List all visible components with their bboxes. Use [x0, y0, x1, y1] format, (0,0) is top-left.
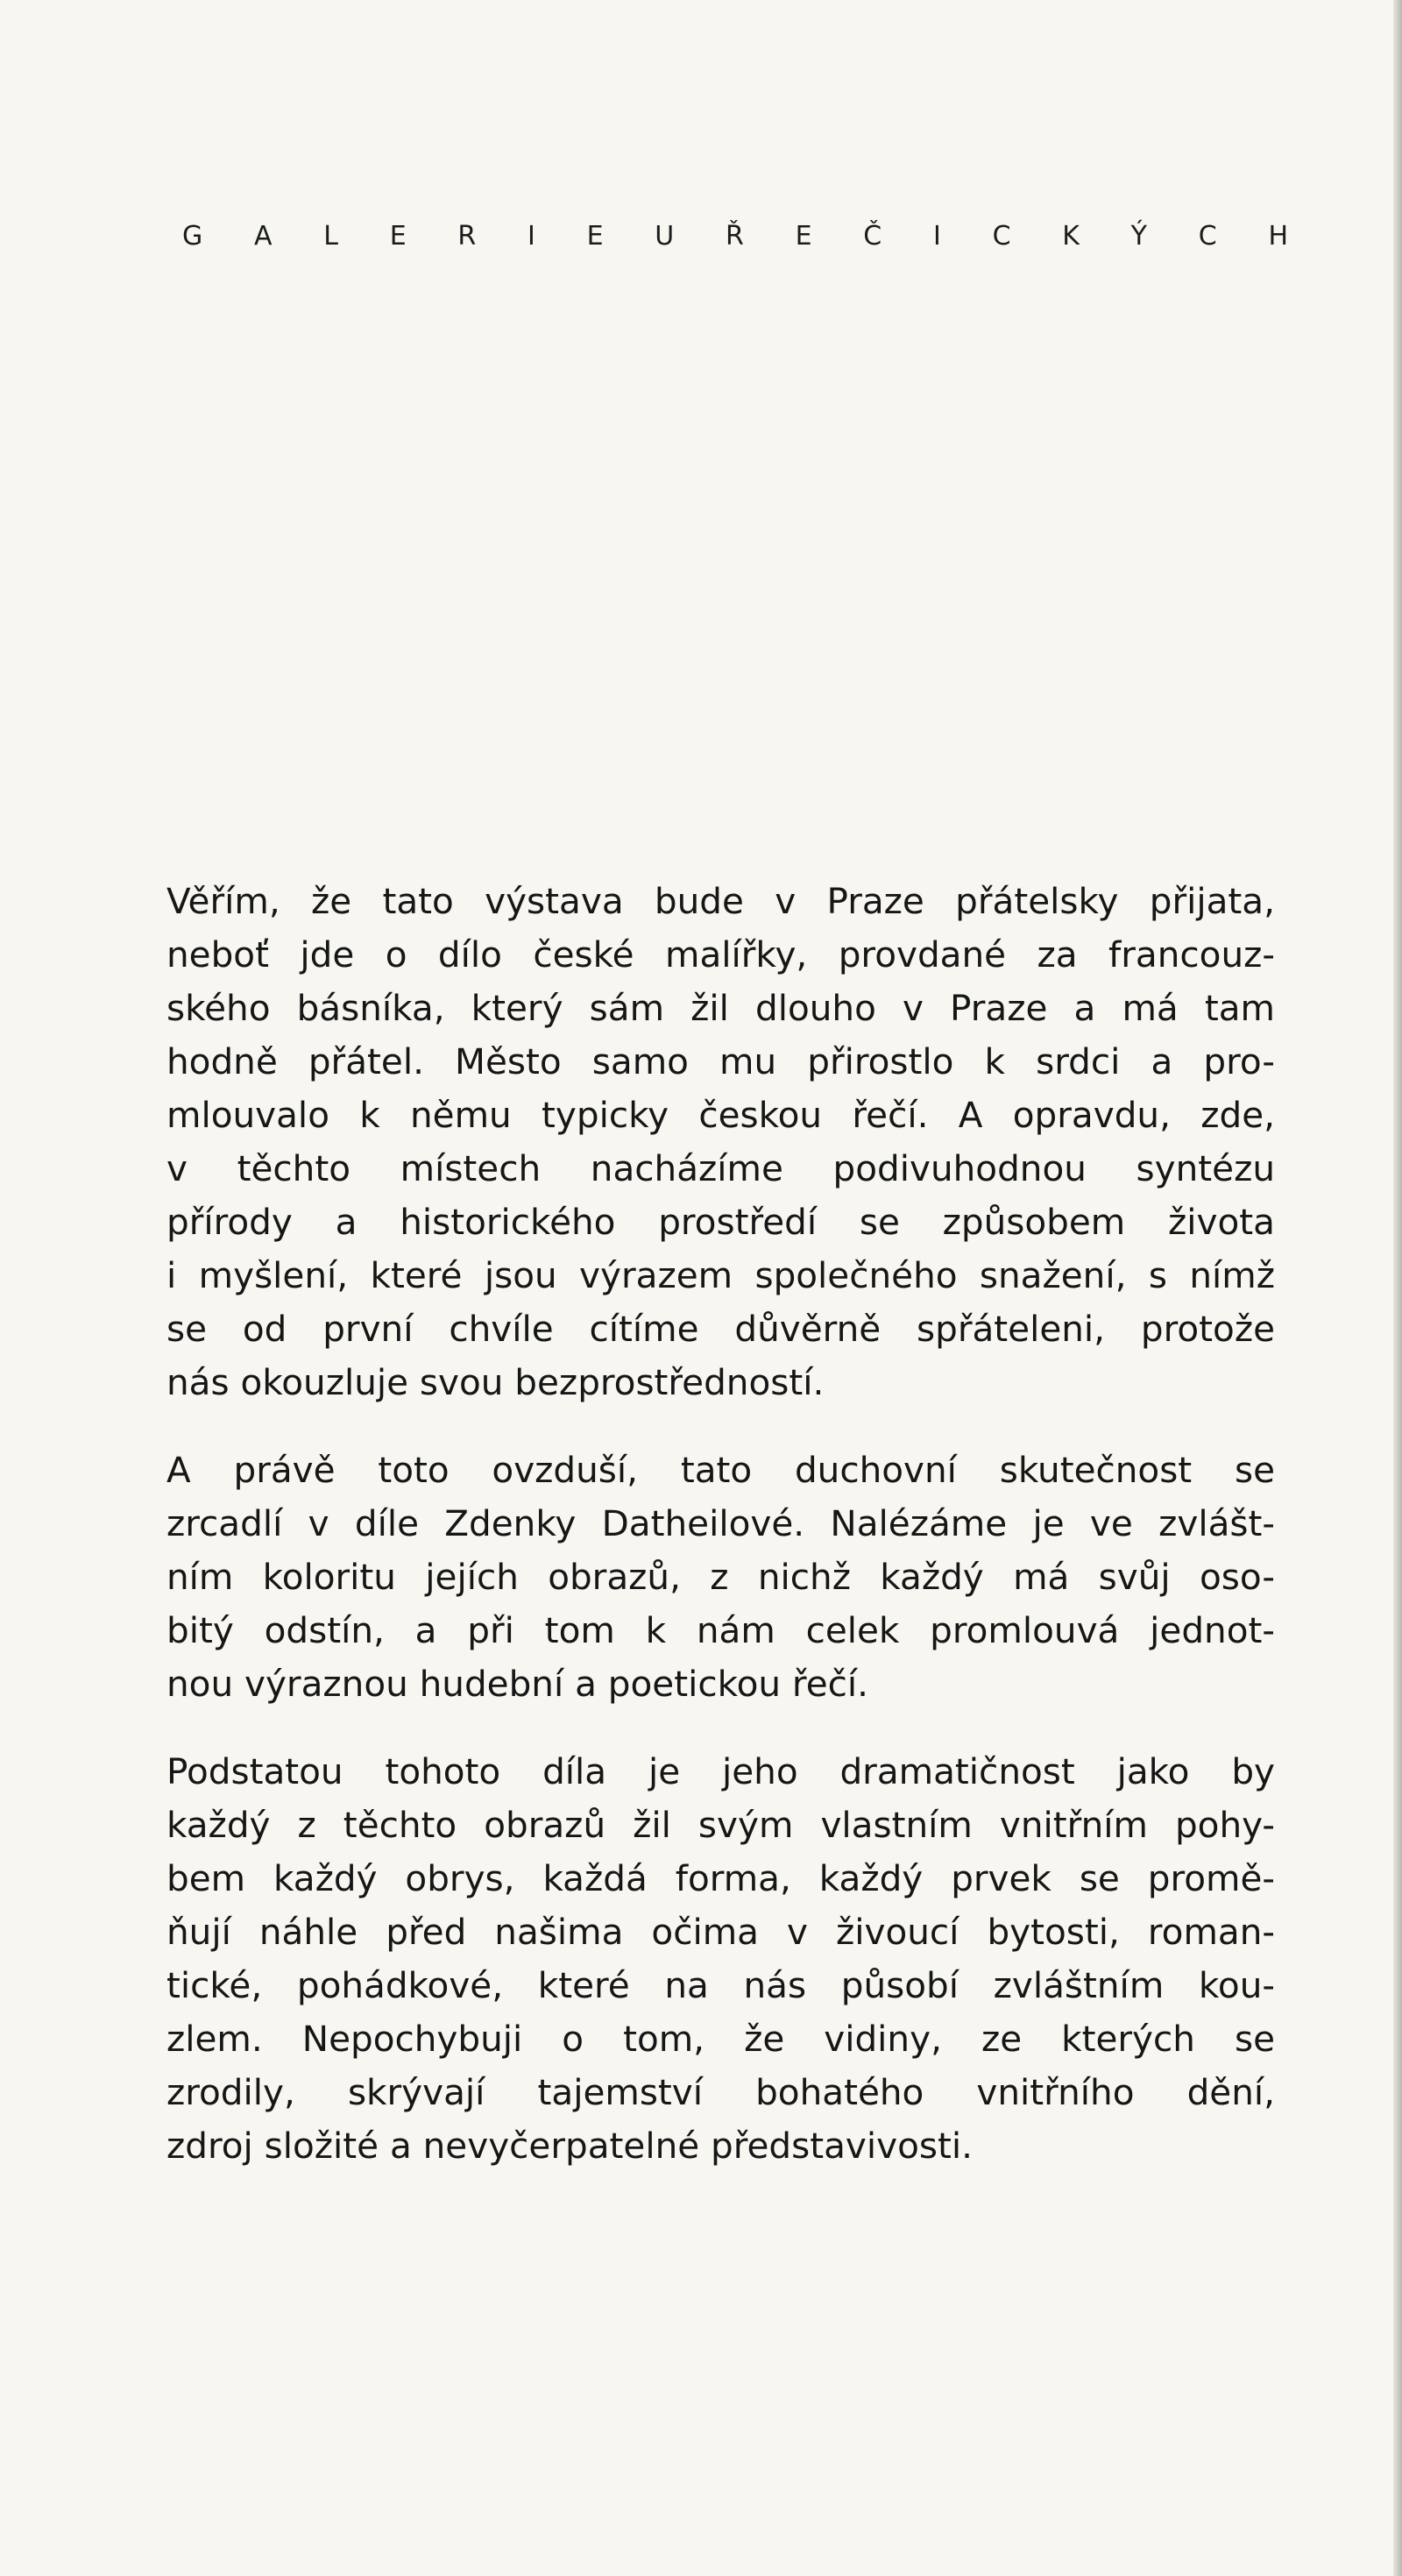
text-line: Věřím, že tato výstava bude v Praze přátelsky přijata, — [166, 880, 1275, 922]
body-text — [166, 875, 1275, 2207]
text-line: zdroj složité a nevyčerpatelné představivosti. — [166, 2125, 973, 2167]
text-line: nás okouzluje svou bezprostředností. — [166, 1361, 825, 1403]
paragraph-2 — [166, 1444, 1275, 1711]
paragraph-1 — [166, 875, 1275, 1409]
text-line: ského básníka, který sám žil dlouho v Praze a má tam — [166, 987, 1275, 1029]
text-line: tické, pohádkové, které na nás působí zvláštním kou- — [166, 1964, 1275, 2006]
text-line: nou výraznou hudební a poetickou řečí. — [166, 1663, 869, 1705]
text-line: zrodily, skrývají tajemství bohatého vnitřního dění, — [166, 2071, 1275, 2113]
text-line: každý z těchto obrazů žil svým vlastním vnitřním pohy- — [166, 1804, 1275, 1846]
text-line: v těchto místech nacházíme podivuhodnou syntézu — [166, 1147, 1275, 1189]
text-line: A právě toto ovzduší, tato duchovní skutečnost se — [166, 1449, 1275, 1491]
page-edge — [1393, 0, 1402, 2576]
text-line: přírody a historického prostředí se způsobem života — [166, 1201, 1275, 1243]
text-line: bitý odstín, a při tom k nám celek promlouvá jednot- — [166, 1609, 1275, 1651]
text-line: neboť jde o dílo české malířky, provdané za francouz- — [166, 933, 1275, 976]
text-line: Podstatou tohoto díla je jeho dramatičnost jako by — [166, 1750, 1275, 1792]
paragraph-3 — [166, 1745, 1275, 2173]
text-line: ním koloritu jejích obrazů, z nichž každý má svůj oso- — [166, 1556, 1275, 1598]
text-line: bem každý obrys, každá forma, každý prvek se promě- — [166, 1857, 1275, 1899]
text-line: zlem. Nepochybuji o tom, že vidiny, ze kterých se — [166, 2018, 1275, 2060]
text-line: ňují náhle před našima očima v živoucí bytosti, roman- — [166, 1911, 1275, 1953]
text-line: se od první chvíle cítíme důvěrně spřáteleni, protože — [166, 1308, 1275, 1350]
text-line: hodně přátel. Město samo mu přirostlo k srdci a pro- — [166, 1040, 1275, 1082]
text-line: zrcadlí v díle Zdenky Datheilové. Nalézáme je ve zvlášt- — [166, 1502, 1275, 1544]
text-line: i myšlení, které jsou výrazem společného snažení, s nímž — [166, 1254, 1275, 1296]
text-line: mlouvalo k němu typicky českou řečí. A opravdu, zde, — [166, 1094, 1275, 1136]
gallery-title: G A L E R I E U Ř E Č I C K Ý C H — [182, 221, 1288, 252]
